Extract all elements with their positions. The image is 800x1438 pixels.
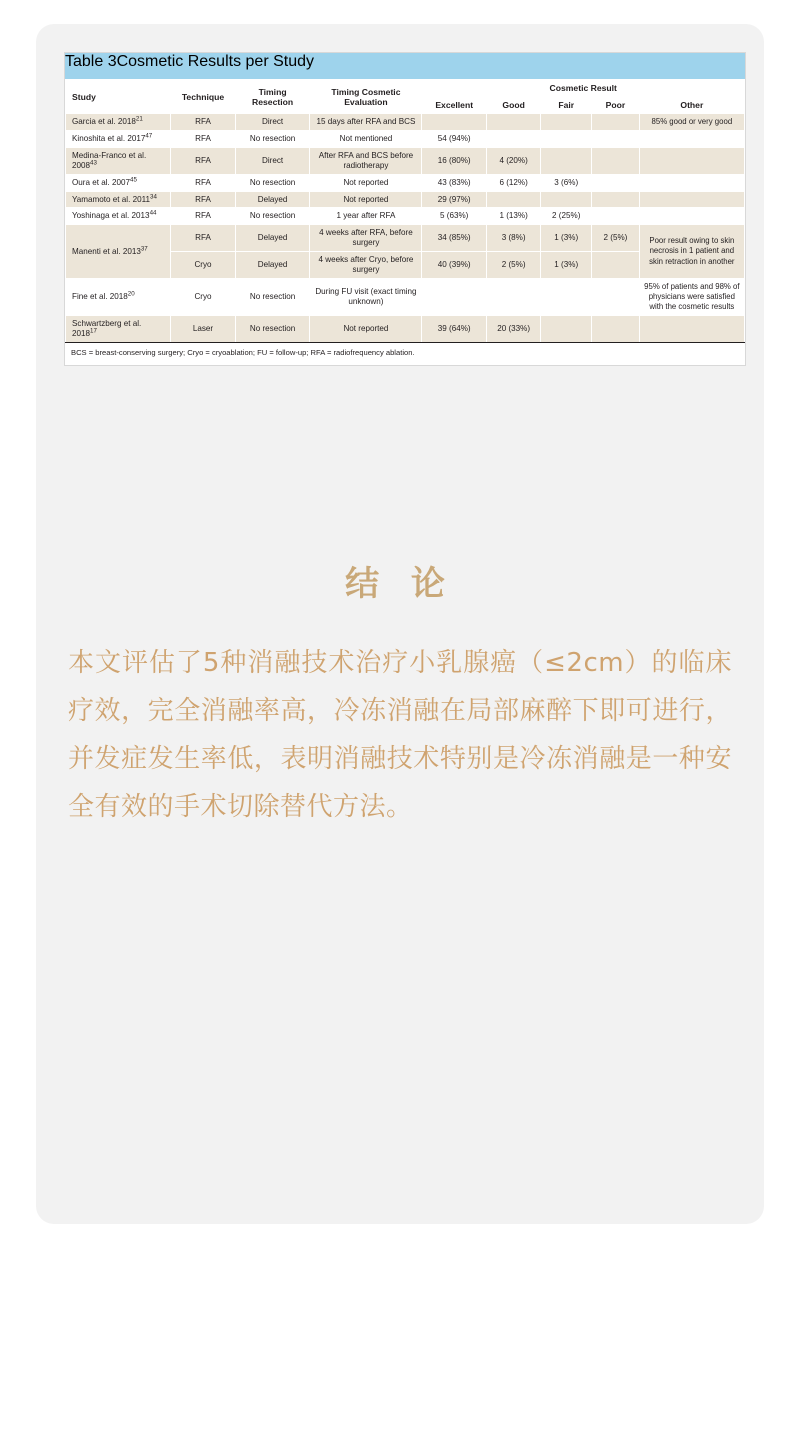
- cell-technique: RFA: [171, 114, 236, 131]
- cell-study-text: Manenti et al. 2013: [72, 246, 141, 256]
- cell-fair: [541, 114, 592, 131]
- cell-excellent: [422, 278, 487, 315]
- cell-poor: [592, 147, 640, 174]
- cell-other: [639, 131, 744, 148]
- cell-timing-cosmetic-evaluation: Not mentioned: [310, 131, 422, 148]
- cell-timing-cosmetic-evaluation: After RFA and BCS before radiotherapy: [310, 147, 422, 174]
- cell-timing-resection: No resection: [235, 316, 310, 343]
- col-excellent: Excellent: [422, 97, 487, 114]
- cell-poor: [592, 114, 640, 131]
- cell-other: [639, 191, 744, 208]
- cell-fair: [541, 131, 592, 148]
- cell-technique: Cryo: [171, 252, 236, 279]
- cell-timing-resection: No resection: [235, 131, 310, 148]
- cell-fair: 3 (6%): [541, 174, 592, 191]
- cell-timing-cosmetic-evaluation: Not reported: [310, 316, 422, 343]
- cell-good: 4 (20%): [486, 147, 540, 174]
- cell-good: [486, 114, 540, 131]
- cell-timing-resection: No resection: [235, 208, 310, 225]
- cell-fair: 2 (25%): [541, 208, 592, 225]
- cell-study-ref: 47: [145, 132, 153, 140]
- cell-poor: [592, 208, 640, 225]
- cell-study: [66, 147, 171, 174]
- cell-timing-cosmetic-evaluation: Not reported: [310, 174, 422, 191]
- content-card: [36, 24, 764, 1224]
- col-fair: Fair: [541, 97, 592, 114]
- cell-good: 2 (5%): [486, 252, 540, 279]
- table-row: [66, 316, 745, 343]
- cell-poor: 2 (5%): [592, 225, 640, 252]
- cell-good: 3 (8%): [486, 225, 540, 252]
- cell-timing-cosmetic-evaluation: 15 days after RFA and BCS: [310, 114, 422, 131]
- cell-timing-cosmetic-evaluation: Not reported: [310, 191, 422, 208]
- cell-excellent: 39 (64%): [422, 316, 487, 343]
- table-row: [66, 131, 745, 148]
- table-figure: [64, 52, 746, 366]
- cell-study: [66, 131, 171, 148]
- table-title-bar: [65, 53, 745, 79]
- cell-good: 1 (13%): [486, 208, 540, 225]
- cell-excellent: [422, 114, 487, 131]
- cosmetic-results-table: [65, 79, 745, 343]
- cell-technique: RFA: [171, 191, 236, 208]
- cell-study-ref: 37: [140, 244, 148, 252]
- cell-study: [66, 191, 171, 208]
- cell-poor: [592, 191, 640, 208]
- table-row: [66, 147, 745, 174]
- cell-timing-cosmetic-evaluation: 4 weeks after RFA, before surgery: [310, 225, 422, 252]
- cell-study-text: Oura et al. 2007: [72, 177, 131, 187]
- cell-study-ref: 44: [149, 209, 157, 217]
- conclusion-heading: 结 论: [345, 563, 455, 604]
- cell-other: Poor result owing to skin necrosis in 1 patient and skin retraction in another: [639, 225, 744, 278]
- table-number-badge: Table 3: [65, 53, 117, 70]
- cell-technique: RFA: [171, 208, 236, 225]
- cell-good: [486, 278, 540, 315]
- cell-study-text: Kinoshita et al. 2017: [72, 134, 146, 144]
- table-row: [66, 191, 745, 208]
- col-technique: Technique: [171, 80, 236, 114]
- cell-study: [66, 208, 171, 225]
- cell-excellent: 5 (63%): [422, 208, 487, 225]
- cell-excellent: 54 (94%): [422, 131, 487, 148]
- cell-timing-resection: Direct: [235, 114, 310, 131]
- table-row: [66, 114, 745, 131]
- cell-study: [66, 316, 171, 343]
- cell-other: [639, 174, 744, 191]
- col-timing-resection: Timing Resection: [235, 80, 310, 114]
- cell-excellent: 40 (39%): [422, 252, 487, 279]
- table-row: [66, 278, 745, 315]
- cell-timing-resection: No resection: [235, 174, 310, 191]
- cell-technique: RFA: [171, 131, 236, 148]
- table-body: [66, 114, 745, 343]
- cell-good: 6 (12%): [486, 174, 540, 191]
- col-poor: Poor: [592, 97, 640, 114]
- cell-poor: [592, 131, 640, 148]
- cell-study-text: Schwartzberg et al. 2018: [72, 319, 142, 338]
- table-title: Cosmetic Results per Study: [116, 53, 314, 70]
- cell-study-text: Yamamoto et al. 2011: [72, 194, 150, 204]
- cell-study-text: Garcia et al. 2018: [72, 117, 136, 127]
- cell-study: [66, 114, 171, 131]
- cell-fair: [541, 278, 592, 315]
- table-row: [66, 208, 745, 225]
- table-row: [66, 174, 745, 191]
- cell-technique: RFA: [171, 225, 236, 252]
- cell-technique: RFA: [171, 147, 236, 174]
- cell-study-ref: 20: [127, 290, 135, 298]
- col-other: Other: [639, 97, 744, 114]
- cell-excellent: 16 (80%): [422, 147, 487, 174]
- cell-timing-resection: Delayed: [235, 225, 310, 252]
- cell-fair: 1 (3%): [541, 225, 592, 252]
- table-head: [66, 80, 745, 114]
- conclusion-section: [64, 556, 736, 831]
- cell-study: [66, 225, 171, 278]
- cell-timing-cosmetic-evaluation: 4 weeks after Cryo, before surgery: [310, 252, 422, 279]
- cell-other: [639, 208, 744, 225]
- cell-good: [486, 131, 540, 148]
- cell-poor: [592, 278, 640, 315]
- cell-study-text: Medina-Franco et al. 2008: [72, 150, 147, 170]
- table-head-row-1: [66, 80, 745, 97]
- conclusion-body: 本文评估了5种消融技术治疗小乳腺癌（≤2cm）的临床疗效，完全消融率高，冷冻消融在局部麻醉下即可进行，并发症发生率低，表明消融技术特别是冷冻消融是一种安全有效的手术切除替代方法。: [68, 647, 732, 822]
- cell-fair: [541, 191, 592, 208]
- cell-poor: [592, 316, 640, 343]
- cell-poor: [592, 252, 640, 279]
- cell-fair: [541, 147, 592, 174]
- cell-study-ref: 45: [130, 176, 137, 184]
- col-good: Good: [486, 97, 540, 114]
- cell-good: [486, 191, 540, 208]
- cell-technique: RFA: [171, 174, 236, 191]
- cell-timing-resection: No resection: [235, 278, 310, 315]
- cell-study: [66, 278, 171, 315]
- table-row: [66, 225, 745, 252]
- col-cosmetic-result-group: Cosmetic Result: [422, 80, 745, 97]
- col-timing-cosmetic-evaluation: Timing Cosmetic Evaluation: [310, 80, 422, 114]
- cell-poor: [592, 174, 640, 191]
- cell-other: [639, 147, 744, 174]
- cell-timing-cosmetic-evaluation: 1 year after RFA: [310, 208, 422, 225]
- cell-study-ref: 34: [150, 192, 157, 200]
- cell-timing-cosmetic-evaluation: During FU visit (exact timing unknown): [310, 278, 422, 315]
- cell-other: 85% good or very good: [639, 114, 744, 131]
- cell-good: 20 (33%): [486, 316, 540, 343]
- table-footnote: BCS = breast-conserving surgery; Cryo = cryoablation; FU = follow-up; RFA = radiofrequency ablation.: [65, 343, 745, 365]
- cell-study-ref: 17: [90, 327, 97, 335]
- cell-timing-resection: Delayed: [235, 191, 310, 208]
- col-study: Study: [66, 80, 171, 114]
- cell-excellent: 34 (85%): [422, 225, 487, 252]
- cell-fair: 1 (3%): [541, 252, 592, 279]
- cell-study-ref: 43: [90, 159, 97, 167]
- cell-technique: Cryo: [171, 278, 236, 315]
- cell-timing-resection: Delayed: [235, 252, 310, 279]
- cell-other: 95% of patients and 98% of physicians were satisfied with the cosmetic results: [639, 278, 744, 315]
- cell-study-text: Yoshinaga et al. 2013: [72, 211, 150, 221]
- cell-fair: [541, 316, 592, 343]
- cell-other: [639, 316, 744, 343]
- cell-technique: Laser: [171, 316, 236, 343]
- cell-excellent: 43 (83%): [422, 174, 487, 191]
- cell-study-text: Fine et al. 2018: [72, 291, 128, 301]
- cell-excellent: 29 (97%): [422, 191, 487, 208]
- cell-study-ref: 21: [135, 115, 143, 123]
- cell-study: [66, 174, 171, 191]
- cell-timing-resection: Direct: [235, 147, 310, 174]
